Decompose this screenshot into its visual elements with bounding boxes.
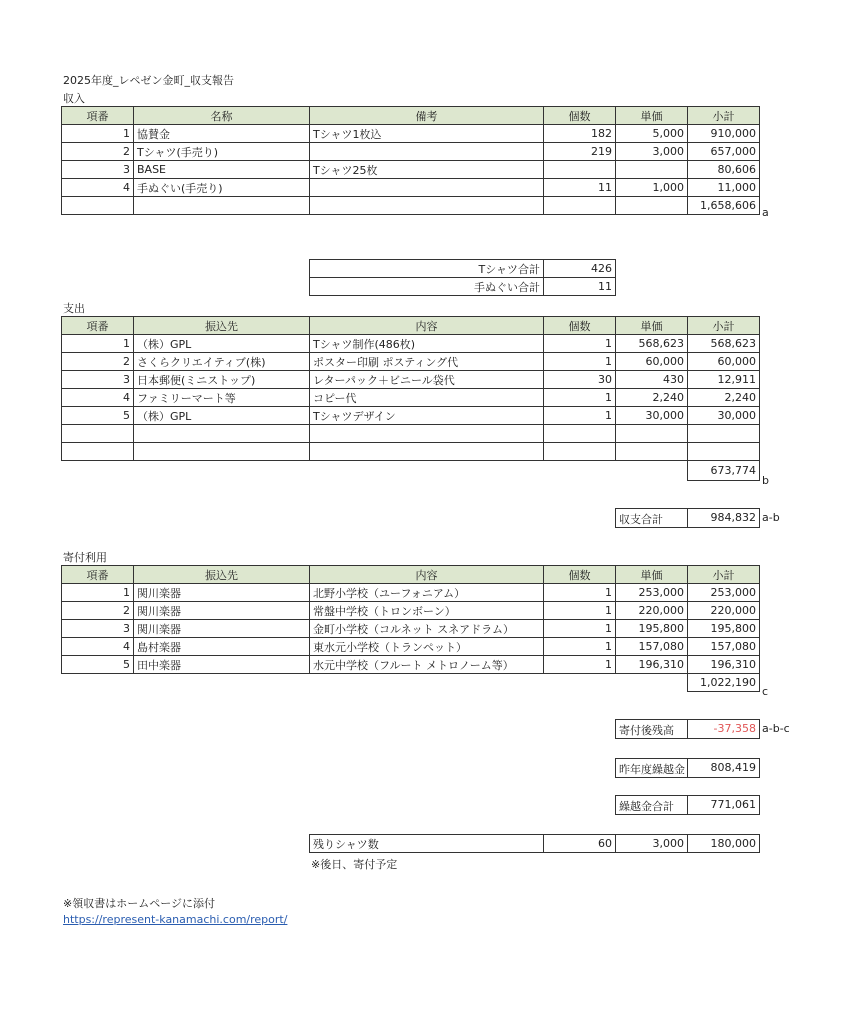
cell-qty: 1 (544, 656, 616, 674)
table-row (62, 602, 760, 620)
col-header: 単価 (616, 317, 688, 335)
expense-total-tag: b (762, 474, 769, 487)
cell-sub: 657,000 (688, 143, 760, 161)
col-header: 備考 (310, 107, 544, 125)
table-row (62, 125, 760, 143)
cell-unit: 2,240 (616, 389, 688, 407)
cell-no: 1 (62, 125, 134, 143)
col-header: 内容 (310, 566, 544, 584)
after-donation-label: 寄付後残高 (619, 724, 674, 737)
cell-no: 2 (62, 602, 134, 620)
table-row (62, 389, 760, 407)
balance-label: 収支合計 (619, 513, 663, 526)
table-row (62, 425, 760, 443)
table-row (62, 335, 760, 353)
expense-total: 673,774 (688, 461, 760, 481)
cell-note: コピー代 (310, 389, 544, 407)
carryover-prev-value: 808,419 (710, 761, 756, 774)
cell-no: 5 (62, 656, 134, 674)
page-title: 2025年度_レペゼン金町_収支報告 (63, 74, 234, 87)
later-note: ※後日、寄付予定 (311, 858, 398, 871)
cell-no: 4 (62, 389, 134, 407)
cell-no: 2 (62, 353, 134, 371)
counts-table (309, 259, 616, 296)
cell-name: 日本郵便(ミニストップ) (134, 371, 310, 389)
cell-note (310, 179, 544, 197)
cell-qty: 1 (544, 407, 616, 425)
cell-unit: 568,623 (616, 335, 688, 353)
cell-name: 関川楽器 (134, 602, 310, 620)
cell-qty: 182 (544, 125, 616, 143)
col-header: 個数 (544, 317, 616, 335)
cell-name: ファミリーマート等 (134, 389, 310, 407)
col-header: 項番 (62, 566, 134, 584)
cell-qty: 1 (544, 638, 616, 656)
cell-name: 田中楽器 (134, 656, 310, 674)
cell-sub: 60,000 (688, 353, 760, 371)
col-header: 振込先 (134, 566, 310, 584)
cell-name: 手ぬぐい(手売り) (134, 179, 310, 197)
cell-sub: 11,000 (688, 179, 760, 197)
remaining-qty: 60 (544, 835, 616, 853)
cell-name: Tシャツ(手売り) (134, 143, 310, 161)
cell-unit: 220,000 (616, 602, 688, 620)
cell-sub: 2,240 (688, 389, 760, 407)
expense-table (61, 316, 760, 481)
after-donation-tag: a-b-c (762, 722, 790, 735)
carryover-total-box (615, 795, 760, 815)
tenugui-total-label: 手ぬぐい合計 (310, 278, 544, 296)
tshirt-total-value: 426 (544, 260, 616, 278)
col-header: 小計 (688, 566, 760, 584)
donation-total: 1,022,190 (688, 674, 760, 692)
table-row (62, 584, 760, 602)
col-header: 名称 (134, 107, 310, 125)
income-total-tag: a (762, 206, 769, 219)
balance-tag: a-b (762, 511, 780, 524)
after-donation-box (615, 719, 760, 739)
cell-unit (616, 161, 688, 179)
cell-sub: 195,800 (688, 620, 760, 638)
donation-table (61, 565, 760, 692)
carryover-prev-box (615, 758, 760, 778)
cell-note (310, 143, 544, 161)
cell-note: Tシャツ25枚 (310, 161, 544, 179)
cell-qty: 1 (544, 389, 616, 407)
income-section-label: 収入 (63, 92, 85, 105)
cell-sub: 30,000 (688, 407, 760, 425)
cell-sub: 253,000 (688, 584, 760, 602)
table-row (62, 161, 760, 179)
income-total: 1,658,606 (688, 197, 760, 215)
cell-qty: 1 (544, 620, 616, 638)
cell-sub: 80,606 (688, 161, 760, 179)
cell-note: 北野小学校（ユーフォニアム） (310, 584, 544, 602)
col-header: 個数 (544, 107, 616, 125)
cell-no: 1 (62, 335, 134, 353)
table-row (62, 638, 760, 656)
cell-qty: 219 (544, 143, 616, 161)
income-header-row (62, 107, 760, 125)
cell-no: 1 (62, 584, 134, 602)
cell-unit: 5,000 (616, 125, 688, 143)
cell-name: （株）GPL (134, 335, 310, 353)
cell-sub: 220,000 (688, 602, 760, 620)
cell-sub: 12,911 (688, 371, 760, 389)
cell-no: 4 (62, 179, 134, 197)
table-row (62, 620, 760, 638)
table-row (62, 443, 760, 461)
cell-note: Tシャツ1枚込 (310, 125, 544, 143)
donation-section-label: 寄付利用 (63, 551, 107, 564)
cell-sub: 568,623 (688, 335, 760, 353)
cell-note: 常盤中学校（トロンボーン） (310, 602, 544, 620)
cell-name: 関川楽器 (134, 584, 310, 602)
report-link-wrap (63, 913, 287, 926)
expense-section-label: 支出 (63, 302, 85, 315)
cell-no: 3 (62, 161, 134, 179)
cell-unit: 60,000 (616, 353, 688, 371)
cell-no: 4 (62, 638, 134, 656)
donation-total-tag: c (762, 685, 769, 698)
cell-unit: 30,000 (616, 407, 688, 425)
donation-total-row (62, 674, 760, 692)
cell-qty: 1 (544, 584, 616, 602)
cell-unit: 1,000 (616, 179, 688, 197)
table-row (62, 143, 760, 161)
col-header: 項番 (62, 317, 134, 335)
col-header: 項番 (62, 107, 134, 125)
tshirt-total-label: Tシャツ合計 (310, 260, 544, 278)
cell-qty: 11 (544, 179, 616, 197)
cell-no: 5 (62, 407, 134, 425)
cell-unit: 196,310 (616, 656, 688, 674)
cell-note: Tシャツ制作(486枚) (310, 335, 544, 353)
cell-unit: 253,000 (616, 584, 688, 602)
cell-unit: 3,000 (616, 143, 688, 161)
table-row (62, 371, 760, 389)
cell-name: （株）GPL (134, 407, 310, 425)
cell-no: 3 (62, 620, 134, 638)
cell-note: Tシャツデザイン (310, 407, 544, 425)
cell-name: 島村楽器 (134, 638, 310, 656)
remaining-table (309, 834, 760, 853)
cell-qty: 1 (544, 335, 616, 353)
carryover-total-label: 繰越金合計 (619, 800, 674, 813)
after-donation-value: -37,358 (713, 722, 756, 735)
table-row (62, 656, 760, 674)
cell-note: 水元中学校（フルート メトロノーム等） (310, 656, 544, 674)
carryover-total-value: 771,061 (710, 798, 756, 811)
col-header: 小計 (688, 317, 760, 335)
remaining-label: 残りシャツ数 (310, 835, 544, 853)
cell-qty: 30 (544, 371, 616, 389)
cell-note: ポスター印刷 ポスティング代 (310, 353, 544, 371)
cell-note: レターパック＋ビニール袋代 (310, 371, 544, 389)
cell-note: 東水元小学校（トランペット） (310, 638, 544, 656)
cell-unit: 195,800 (616, 620, 688, 638)
cell-sub: 157,080 (688, 638, 760, 656)
cell-sub: 196,310 (688, 656, 760, 674)
col-header: 単価 (616, 107, 688, 125)
col-header: 振込先 (134, 317, 310, 335)
report-link[interactable]: https://represent-kanamachi.com/report/ (63, 913, 288, 926)
carryover-prev-label: 昨年度繰越金 (619, 763, 685, 776)
cell-name: さくらクリエイティブ(株) (134, 353, 310, 371)
col-header: 小計 (688, 107, 760, 125)
col-header: 単価 (616, 566, 688, 584)
balance-value: 984,832 (710, 511, 756, 524)
table-row (62, 179, 760, 197)
tenugui-total-value: 11 (544, 278, 616, 296)
cell-no: 3 (62, 371, 134, 389)
cell-qty: 1 (544, 602, 616, 620)
cell-name: 協賛金 (134, 125, 310, 143)
expense-header-row (62, 317, 760, 335)
table-row (62, 407, 760, 425)
income-total-row (62, 197, 760, 215)
donation-header-row (62, 566, 760, 584)
cell-unit: 157,080 (616, 638, 688, 656)
cell-qty (544, 161, 616, 179)
col-header: 内容 (310, 317, 544, 335)
cell-sub: 910,000 (688, 125, 760, 143)
cell-name: BASE (134, 161, 310, 179)
cell-no: 2 (62, 143, 134, 161)
cell-name: 関川楽器 (134, 620, 310, 638)
balance-box (615, 508, 760, 528)
expense-total-row (62, 461, 760, 481)
col-header: 個数 (544, 566, 616, 584)
remaining-unit: 3,000 (616, 835, 688, 853)
cell-unit: 430 (616, 371, 688, 389)
table-row (62, 353, 760, 371)
cell-note: 金町小学校（コルネット スネアドラム） (310, 620, 544, 638)
remaining-sub: 180,000 (688, 835, 760, 853)
receipt-footnote: ※領収書はホームページに添付 (63, 897, 215, 910)
income-table (61, 106, 760, 215)
cell-qty: 1 (544, 353, 616, 371)
